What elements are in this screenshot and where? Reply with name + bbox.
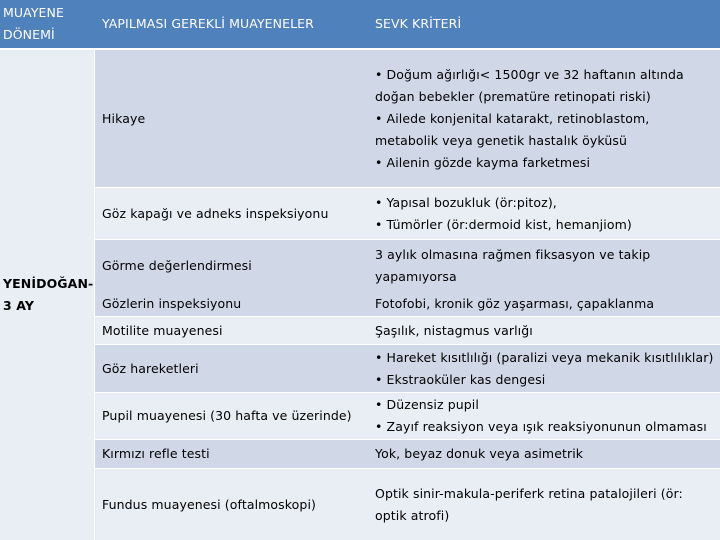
period-line1: YENİDOĞAN- — [3, 276, 94, 291]
header-period-line1: MUAYENE — [3, 5, 64, 20]
criteria-line: • Hareket kısıtlılığı (paralizi veya mekanik kısıtlılıklar) — [375, 349, 714, 365]
criteria-cell — [367, 50, 720, 188]
criteria-cell — [367, 393, 720, 440]
exam-cell: Pupil muayenesi (30 hafta ve üzerinde) — [95, 393, 367, 440]
header-period-line2: DÖNEMİ — [3, 27, 55, 42]
exam-cell: Göz kapağı ve adneks inspeksiyonu — [95, 188, 367, 240]
criteria-line: • Tümörler (ör:dermoid kist, hemanjiom) — [375, 216, 632, 232]
header-period — [0, 0, 95, 50]
criteria-cell — [367, 188, 720, 240]
exam-cell: Motilite muayenesi — [95, 317, 367, 345]
criteria-line: metabolik veya genetik hastalık öyküsü — [375, 132, 627, 148]
criteria-line: • Ekstraoküler kas dengesi — [375, 371, 546, 387]
header-exams: YAPILMASI GEREKLİ MUAYENELER — [95, 0, 367, 50]
exam-cell: Hikaye — [95, 50, 367, 188]
period-cell — [0, 50, 95, 540]
criteria-line: • Zayıf reaksiyon veya ışık reaksiyonunun olmaması — [375, 419, 707, 434]
criteria-cell: Şaşılık, nistagmus varlığı — [367, 317, 720, 345]
exam-cell: Gözlerin inspeksiyonu — [95, 291, 367, 317]
criteria-line: • Ailede konjenital katarakt, retinoblastom, — [375, 110, 650, 126]
criteria-line: 3 aylık olmasına rağmen fiksasyon ve takip — [375, 246, 651, 262]
criteria-line: yapamıyorsa — [375, 268, 457, 284]
criteria-cell — [367, 240, 720, 291]
exam-cell: Fundus muayenesi (oftalmoskopi) — [95, 469, 367, 540]
criteria-line: optik atrofi) — [375, 507, 450, 523]
header-criteria: SEVK KRİTERİ — [367, 0, 720, 50]
criteria-cell: Yok, beyaz donuk veya asimetrik — [367, 440, 720, 469]
criteria-cell: Fotofobi, kronik göz yaşarması, çapaklanma — [367, 291, 720, 317]
criteria-line: Optik sinir-makula-periferk retina patalojileri (ör: — [375, 485, 683, 501]
criteria-line: • Doğum ağırlığı< 1500gr ve 32 haftanın altında — [375, 66, 684, 82]
criteria-cell — [367, 469, 720, 540]
exam-cell: Görme değerlendirmesi — [95, 240, 367, 291]
period-line2: 3 AY — [3, 298, 34, 313]
criteria-line: • Düzensiz pupil — [375, 397, 479, 412]
criteria-line: • Yapısal bozukluk (ör:pitoz), — [375, 194, 557, 210]
criteria-line: doğan bebekler (prematüre retinopati riski) — [375, 88, 651, 104]
exam-cell: Göz hareketleri — [95, 345, 367, 393]
criteria-cell — [367, 345, 720, 393]
exam-cell: Kırmızı refle testi — [95, 440, 367, 469]
criteria-line: • Ailenin gözde kayma farketmesi — [375, 154, 591, 170]
